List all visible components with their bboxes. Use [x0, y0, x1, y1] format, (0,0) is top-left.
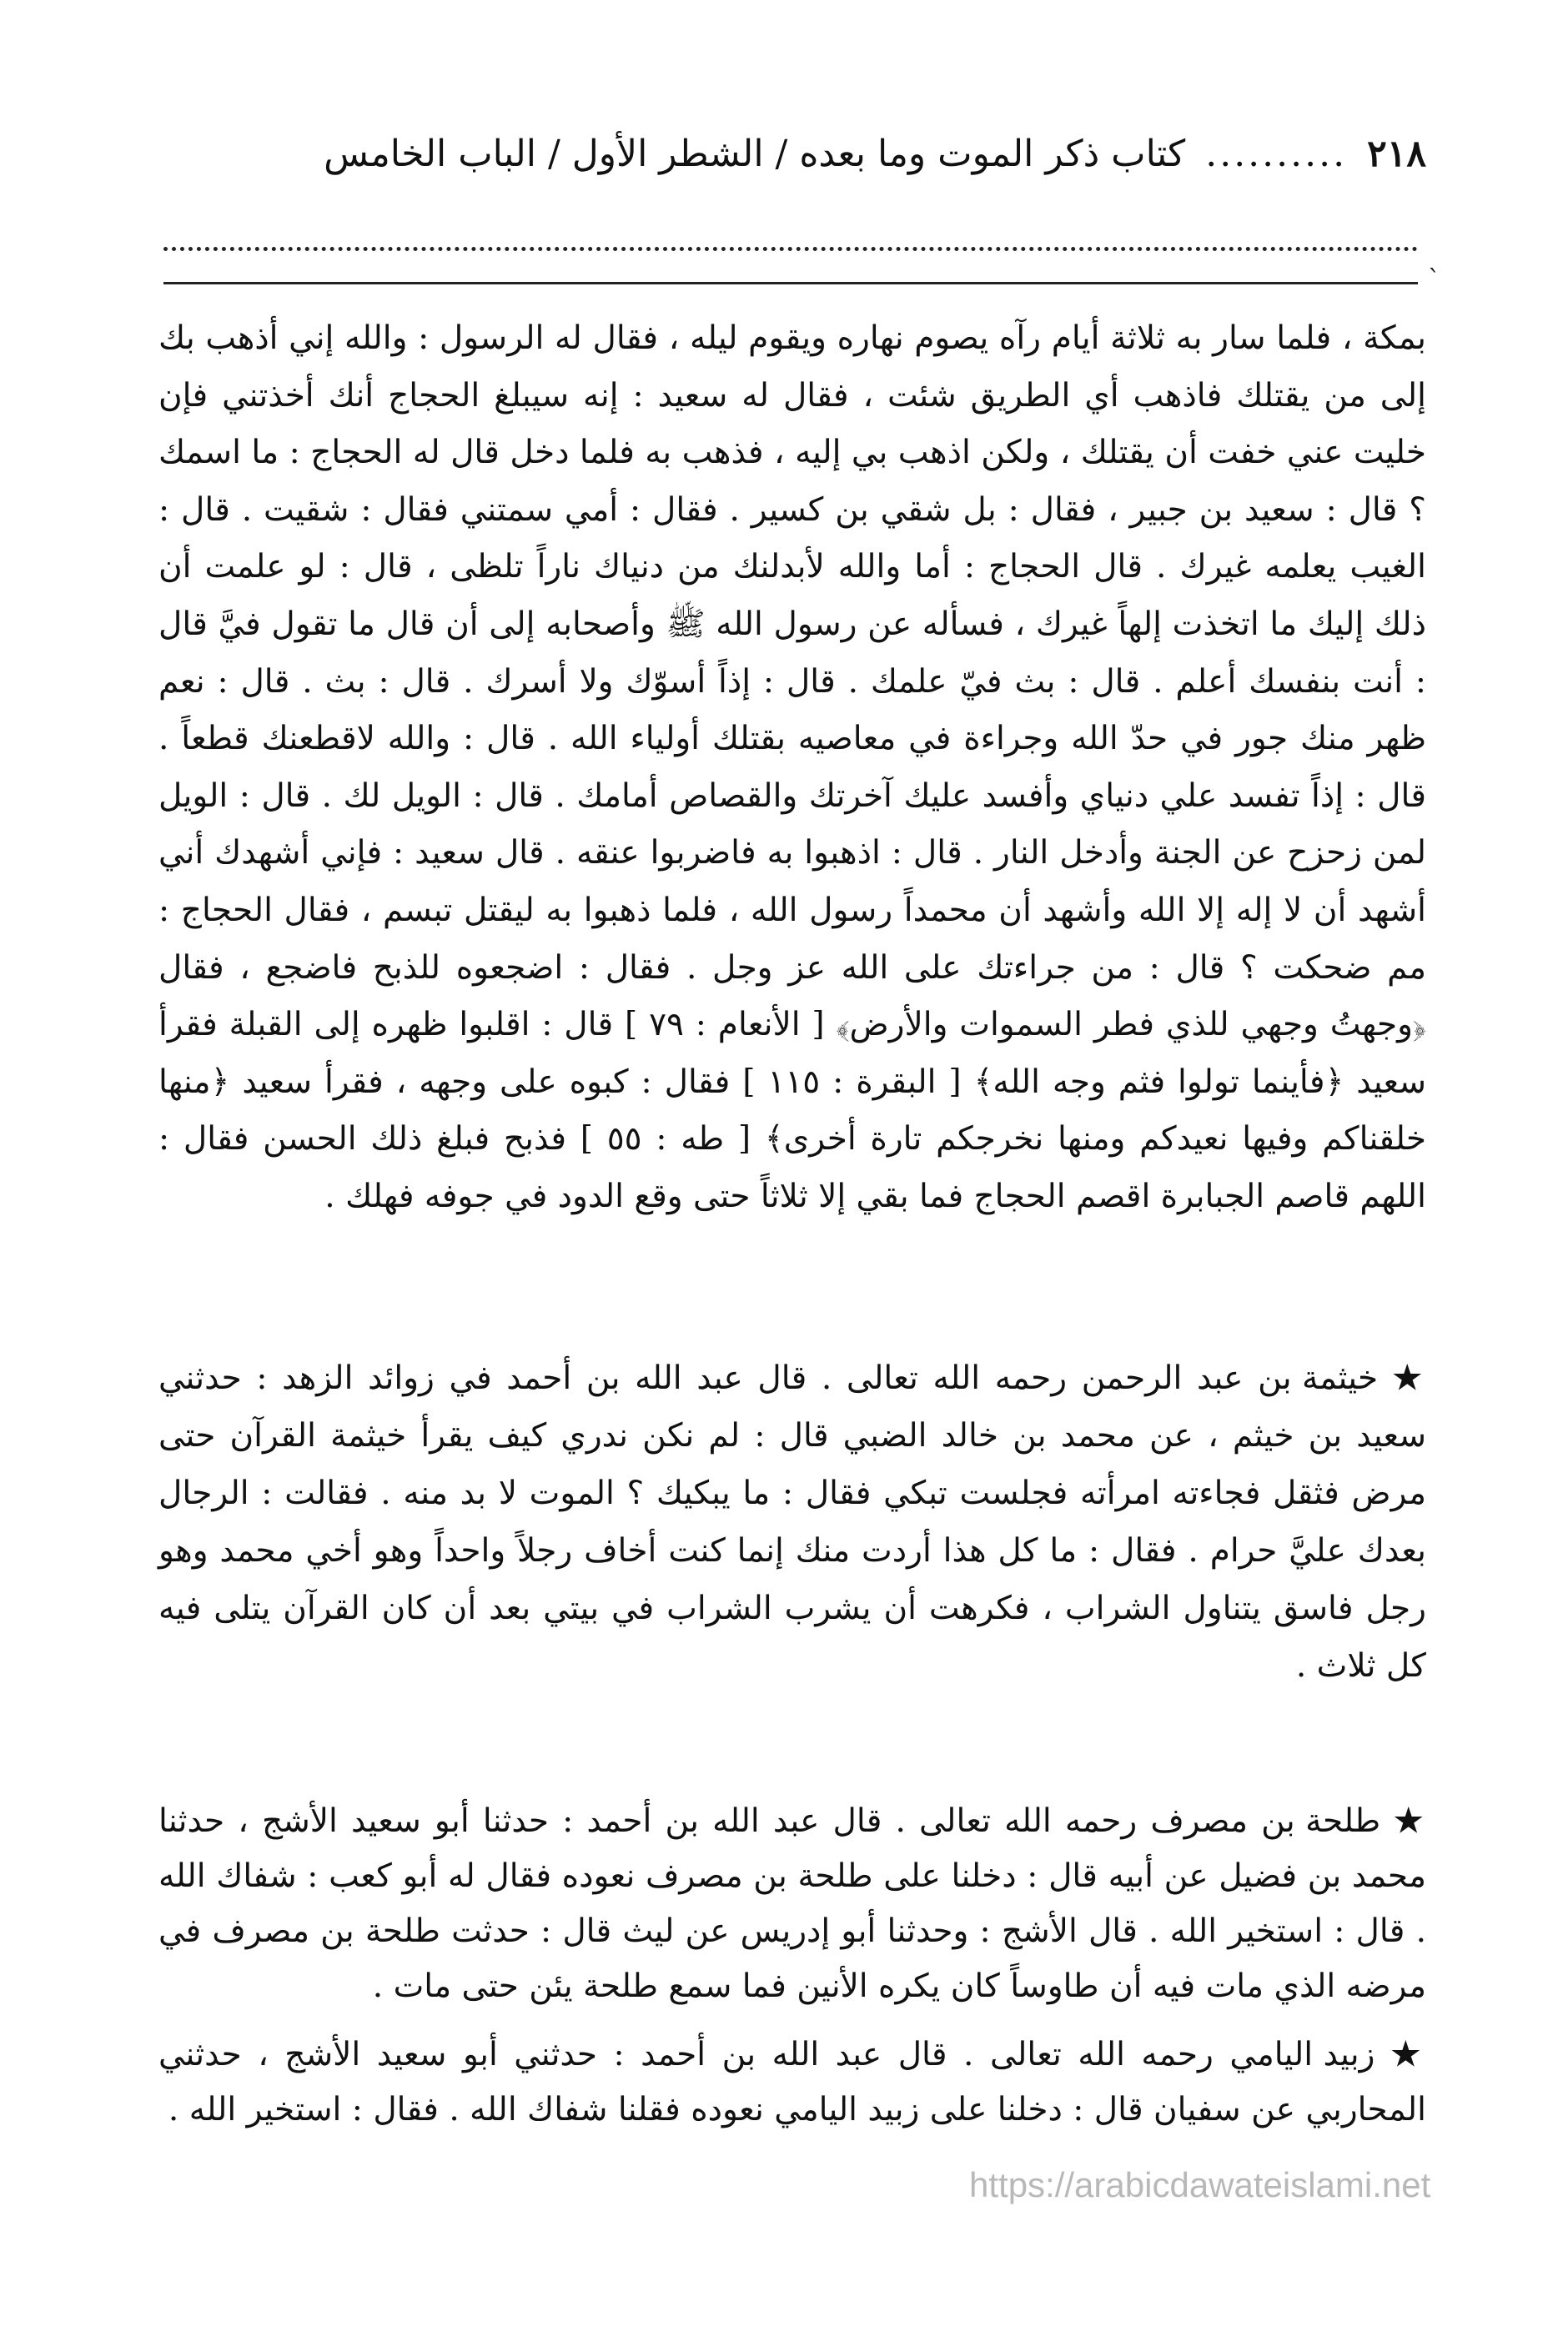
- paragraph-text: [158, 1349, 1426, 1695]
- header-dotted-rule: [163, 247, 1418, 251]
- star-icon: ★: [1392, 1359, 1426, 1397]
- page-header: [142, 125, 1426, 183]
- star-icon: ★: [1390, 2035, 1426, 2073]
- page-number: ٢١٨: [1367, 133, 1426, 175]
- paragraph-body: خيثمة بن عبد الرحمن رحمه الله تعالى . قال عبد الله بن أحمد في زوائد الزهد : حدثني سعيد بن خيثم ، عن محمد بن خالد الضبي قال : لم نكن ندري كيف يقرأ خيثمة القرآن حتى مرض فثقل فجاءته امرأته فجلست تبكي فقال : ما يبكيك ؟ الموت لا بد منه . فقالت : الرجال بعدك عليَّ حرام . فقال : ما كل هذا أردت منك إنما كنت أخاف رجلاً واحداً وهو أخي محمد وهو رجل فاسق يتناول الشراب ، فكرهت أن يشرب الشراب في بيتي بعد أن كان القرآن يتلى فيه كل ثلاث .: [158, 1359, 1426, 1685]
- star-icon: ★: [1394, 1802, 1427, 1840]
- rule-end-mark: ˋ: [1428, 265, 1440, 294]
- paragraph-text: [158, 2027, 1426, 2138]
- watermark-url: https://arabicdawateislami.net: [969, 2165, 1431, 2204]
- header-leader-dots: ..........: [1205, 136, 1348, 173]
- header-solid-rule: [163, 282, 1418, 284]
- paragraph-zubayd-al-yami: [158, 2027, 1426, 2138]
- paragraph-body: زبيد اليامي رحمه الله تعالى . قال عبد الله بن أحمد : حدثني أبو سعيد الأشج ، حدثني المحاربي عن سفيان قال : دخلنا على زبيد اليامي نعوده فقلنا شفاك الله . فقال : استخير الله .: [158, 2036, 1426, 2128]
- paragraph-text: بمكة ، فلما سار به ثلاثة أيام رآه يصوم نهاره ويقوم ليله ، فقال له الرسول : والله إني أذهب بك إلى من يقتلك فاذهب أي الطريق شئت ، فقال له سعيد : إنه سيبلغ الحجاج أنك أخذتني فإن خليت عني خفت أن يقتلك ، ولكن اذهب بي إليه ، فذهب به فلما دخل قال له الحجاج : ما اسمك ؟ قال : سعيد بن جبير ، فقال : بل شقي بن كسير . فقال : أمي سمتني فقال : شقيت . قال : الغيب يعلمه غيرك . قال الحجاج : أما والله لأبدلنك من دنياك ناراً تلظى ، قال : لو علمت أن ذلك إليك ما اتخذت إلهاً غيرك ، فسأله عن رسول الله ﷺ وأصحابه إلى أن قال ما تقول فيَّ قال : أنت بنفسك أعلم . قال : بث فيّ علمك . قال : إذاً أسوّك ولا أسرك . قال : بث . قال : نعم ظهر منك جور في حدّ الله وجراءة في معاصيه بقتلك أولياء الله . قال : والله لاقطعنك قطعاً . قال : إذاً تفسد علي دنياي وأفسد عليك آخرتك والقصاص أمامك . قال : الويل لك . قال : الويل لمن زحزح عن الجنة وأدخل النار . قال : اذهبوا به فاضربوا عنقه . قال سعيد : فإني أشهدك أني أشهد أن لا إله إلا الله وأشهد أن محمداً رسول الله ، فلما ذهبوا به ليقتل تبسم ، فقال الحجاج : مم ضحكت ؟ قال : من جراءتك على الله عز وجل . فقال : اضجعوه للذبح فاضجع ، فقال ﴿وجهتُ وجهي للذي فطر السموات والأرض﴾ [ الأنعام : ٧٩ ] قال : اقلبوا ظهره إلى القبلة فقرأ سعيد ﴿فأينما تولوا فثم وجه الله﴾ [ البقرة : ١١٥ ] فقال : كبوه على وجهه ، فقرأ سعيد ﴿منها خلقناكم وفيها نعيدكم ومنها نخرجكم تارة أخرى﴾ [ طه : ٥٥ ] فذبح فبلغ ذلك الحسن فقال : اللهم قاصم الجبابرة اقصم الحجاج فما بقي إلا ثلاثاً حتى وقع الدود في جوفه فهلك .: [158, 319, 1426, 1215]
- paragraph-text: [158, 1793, 1426, 2014]
- paragraph-talha-ibn-musarrif: [158, 1793, 1426, 2014]
- running-title: كتاب ذكر الموت وما بعده / الشطر الأول / الباب الخامس: [324, 133, 1186, 175]
- paragraph-saeed-ibn-jubayr: [158, 310, 1426, 1226]
- paragraph-body: طلحة بن مصرف رحمه الله تعالى . قال عبد الله بن أحمد : حدثنا أبو سعيد الأشج ، حدثنا محمد بن فضيل عن أبيه قال : دخلنا على طلحة بن مصرف نعوده فقال له أبو كعب : شفاك الله . قال : استخير الله . قال الأشج : وحدثنا أبو إدريس عن ليث قال : حدثت طلحة بن مصرف في مرضه الذي مات فيه أن طاوساً كان يكره الأنين فما سمع طلحة يئن حتى مات .: [158, 1802, 1426, 2005]
- paragraph-khaythama: [158, 1349, 1426, 1695]
